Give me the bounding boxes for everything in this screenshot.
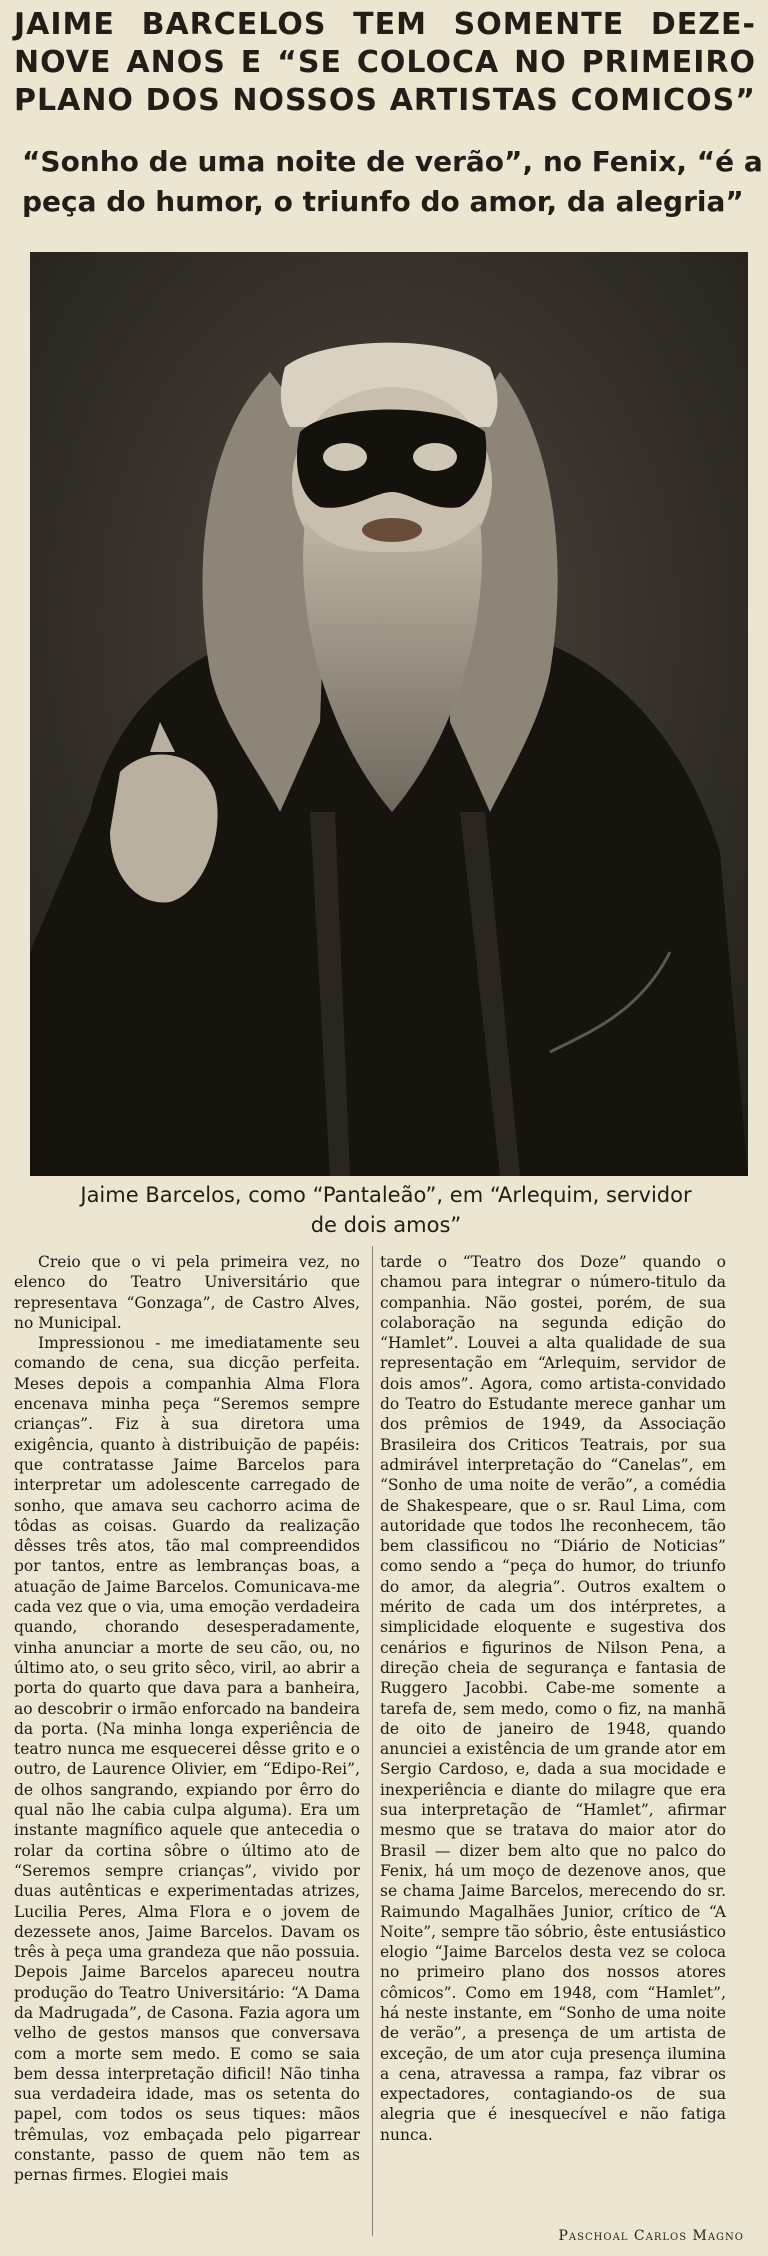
actor-photo — [30, 252, 748, 1176]
masked-actor-illustration — [30, 252, 748, 1176]
headline-line: JAIME BARCELOS TEM SOMENTE DEZE- — [14, 7, 756, 42]
subheadline — [22, 142, 763, 222]
article-body — [14, 1252, 760, 2242]
author-signature: Paschoal Carlos Magno — [558, 2228, 744, 2244]
paragraph: tarde o “Teatro dos Doze” quando o chamou para integrar o número-titulo da companhia. Não gostei, porém, de sua colaboração na segunda edição do “Hamlet”. Louvei a alta qualidade de sua representação em “Arlequim, servidor de dois amos”. Agora, como artista-convidado do Teatro do Estudante merece ganhar um dos prêmios de 1949, da Associação Brasileira dos Criticos Teatrais, por sua admirável interpretação do “Canelas”, em “Sonho de uma noite de verão”, a comédia de Shakespeare, que o sr. Raul Lima, com autoridade que todos lhe reconhecem, tão bem classificou no “Diário de Noticias” como sendo a “peça do humor, do triunfo do amor, da alegria”. Outros exaltem o mérito de cada um dos intérpretes, a simplicidade eloquente e sugestiva dos cenários e figurinos de Nilson Pena, a direção cheia de segurança e fantasia de Ruggero Jacobbi. Cabe-me somente a tarefa de, sem medo, como o fiz, na manhã de oito de janeiro de 1948, quando anunciei a existência de um grande ator em Sergio Cardoso, e, dada a sua mocidade e inexperiência e diante do milagre que era sua interpretação de “Hamlet”, afirmar mesmo que se tratava do maior ator do Brasil — dizer bem alto que no palco do Fenix, há um moço de dezenove anos, que se chama Jaime Barcelos, merecendo do sr. Raimundo Magalhães Junior, crítico de “A Noite”, sempre tão sóbrio, êste entusiástico elogio “Jaime Barcelos desta vez se coloca no primeiro plano dos nossos atores cômicos”. Como em 1948, com “Hamlet”, há neste instante, em “Sonho de uma noite de verão”, a presença de um artista de exceção, de um ator cuja presença ilumina a cena, atravessa a rampa, faz vibrar os expectadores, contagiando-os de sua alegria que é inesquecível e não fatiga nunca. — [380, 1253, 726, 2144]
headline-line: PLANO DOS NOSSOS ARTISTAS COMICOS” — [14, 83, 756, 118]
subheadline-line: “Sonho de uma noite de verão”, no Fenix, “é a — [22, 145, 763, 178]
paragraph: Creio que o vi pela primeira vez, no elenco do Teatro Universitário que representava “Gonzaga”, de Castro Alves, no Municipal. — [14, 1253, 360, 1332]
article-column-right — [380, 1252, 726, 2145]
caption-line: Jaime Barcelos, como “Pantaleão”, em “Arlequim, servidor — [80, 1183, 692, 1207]
headline — [14, 6, 756, 120]
subheadline-line: peça do humor, o triunfo do amor, da alegria” — [22, 185, 744, 218]
photo-caption — [24, 1180, 748, 1240]
paragraph: Impressionou - me imediatamente seu comando de cena, sua dicção perfeita. Meses depois a companhia Alma Flora encenava minha peça “Seremos sempre crianças”. Fiz à sua diretora uma exigência, quanto à distribuição de papéis: que contratasse Jaime Barcelos para interpretar um adolescente carregado de sonho, que amava seu cachorro acima de tôdas as coisas. Guardo da realização dêsses três atos, tão mal compreendidos por tantos, entre as lembranças boas, a atuação de Jaime Barcelos. Comunicava-me cada vez que o via, uma emoção verdadeira quando, chorando desesperadamente, vinha anunciar a morte de seu cão, ou, no último ato, o seu grito sêco, viril, ao abrir a porta do quarto que dava para a banheira, ao descobrir o irmão enforcado na bandeira da porta. (Na minha longa experiência de teatro nunca me esquecerei dêsse grito e o outro, de Laurence Olivier, em “Edipo-Rei”, de olhos sangrando, expiando por êrro do qual não lhe cabia culpa alguma). Era um instante magnífico aquele que antecedia o rolar da cortina sôbre o último ato de “Seremos sempre crianças”, vivido por duas autênticas e experimentadas atrizes, Lucilia Peres, Alma Flora e o jovem de dezessete anos, Jaime Barcelos. Davam os três à peça uma grandeza que não possuia. Depois Jaime Barcelos apareceu noutra produção do Teatro Universitário: “A Dama da Madrugada”, de Casona. Fazia agora um velho de gestos mansos que conversava com a morte sem medo. E como se saia bem dessa interpretação dificil! Não tinha sua verdadeira idade, mas os setenta do papel, com todos os seus tiques: mãos trêmulas, voz embaçada pelo pigarrear constante, passo de quem não tem as pernas firmes. Elogiei mais — [14, 1334, 360, 2185]
article-column-left — [14, 1252, 360, 2186]
caption-line: de dois amos” — [310, 1213, 462, 1237]
headline-line: NOVE ANOS E “SE COLOCA NO PRIMEIRO — [14, 45, 756, 80]
